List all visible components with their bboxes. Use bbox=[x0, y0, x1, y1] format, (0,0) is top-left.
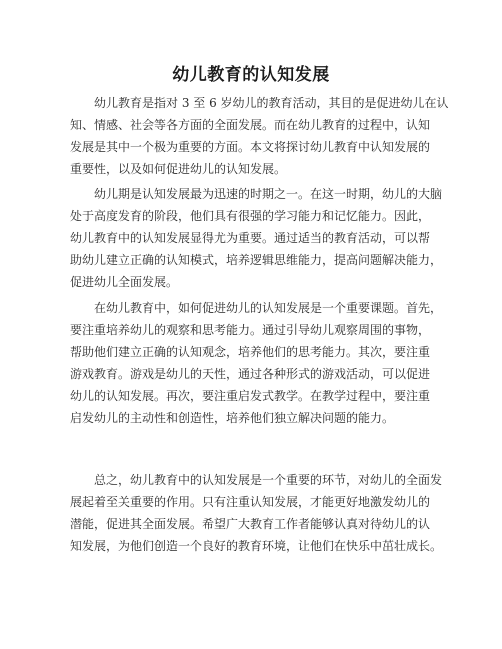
paragraph-line: 发展是其中一个极为重要的方面。本文将探讨幼儿教育中认知发展的 bbox=[70, 140, 431, 154]
paragraph-line: 在幼儿教育中，如何促进幼儿的认知发展是一个重要课题。首先， bbox=[94, 301, 443, 315]
paragraph-line: 帮助他们建立正确的认知观念，培养他们的思考能力。其次，要注重 bbox=[70, 345, 431, 359]
paragraph-line: 促进幼儿全面发展。 bbox=[70, 275, 179, 289]
paragraph-line: 幼儿教育是指对 3 至 6 岁幼儿的教育活动，其目的是促进幼儿在认 bbox=[94, 96, 449, 110]
paragraph-1 bbox=[70, 92, 450, 180]
paragraph-line: 助幼儿建立正确的认知模式，培养逻辑思维能力，提高问题解决能力， bbox=[70, 253, 443, 267]
paragraph-line: 启发幼儿的主动性和创造性，培养他们独立解决问题的能力。 bbox=[70, 411, 395, 425]
paragraph-line: 展起着至关重要的作用。只有注重认知发展，才能更好地激发幼儿的 bbox=[70, 495, 431, 509]
paragraph-3 bbox=[70, 297, 450, 429]
paragraph-line: 处于高度发育的阶段，他们具有很强的学习能力和记忆能力。因此， bbox=[70, 209, 431, 223]
paragraph-line: 游戏教育。游戏是幼儿的天性，通过各种形式的游戏活动，可以促进 bbox=[70, 367, 431, 381]
paragraph-line: 知、情感、社会等各方面的全面发展。而在幼儿教育的过程中，认知 bbox=[70, 118, 431, 132]
paragraph-line: 潜能，促进其全面发展。希望广大教育工作者能够认真对待幼儿的认 bbox=[70, 517, 431, 531]
paragraph-4 bbox=[70, 469, 450, 557]
paragraph-2 bbox=[70, 183, 450, 293]
paragraph-line: 幼儿期是认知发展最为迅速的时期之一。在这一时期，幼儿的大脑 bbox=[94, 187, 443, 201]
paragraph-line: 知发展，为他们创造一个良好的教育环境，让他们在快乐中茁壮成长。 bbox=[70, 539, 443, 553]
paragraph-line: 总之，幼儿教育中的认知发展是一个重要的环节，对幼儿的全面发 bbox=[94, 473, 443, 487]
paragraph-line: 幼儿教育中的认知发展显得尤为重要。通过适当的教育活动，可以帮 bbox=[70, 231, 431, 245]
paragraph-line: 重要性，以及如何促进幼儿的认知发展。 bbox=[70, 162, 287, 176]
paragraph-line: 要注重培养幼儿的观察和思考能力。通过引导幼儿观察周围的事物， bbox=[70, 323, 431, 337]
page-title: 幼儿教育的认知发展 bbox=[172, 65, 330, 85]
paragraph-line: 幼儿的认知发展。再次，要注重启发式教学。在教学过程中，要注重 bbox=[70, 389, 431, 403]
